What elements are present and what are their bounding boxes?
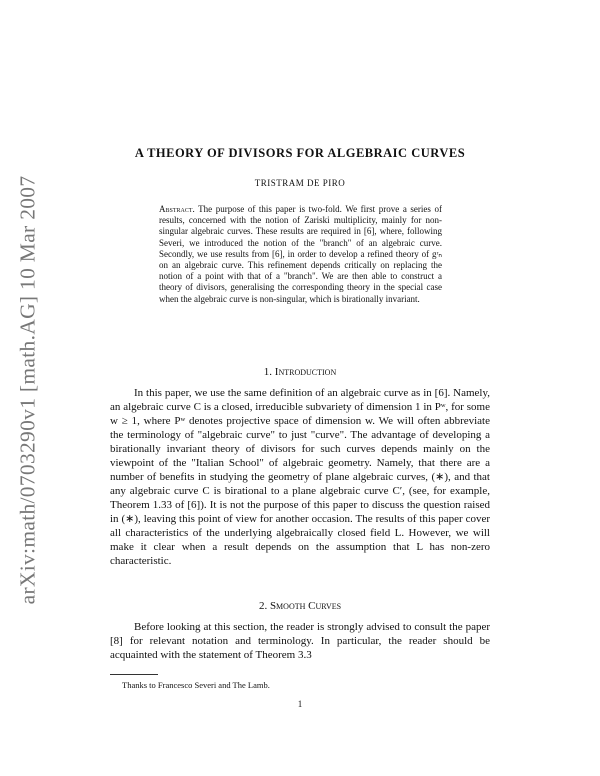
arxiv-identifier-text: arXiv:math/0703290v1 [math.AG] 10 Mar 2007 — [15, 175, 40, 605]
section-heading-smooth-curves: 2. Smooth Curves — [258, 600, 342, 612]
abstract-label: Abstract. — [159, 204, 195, 214]
footnote: Thanks to Francesco Severi and The Lamb. — [122, 680, 270, 690]
abstract — [159, 204, 442, 305]
introduction-paragraph: In this paper, we use the same definition of an algebraic curve as in [6]. Namely, an algebraic curve C is a closed, irreducible subvariety of dimension 1 in Pʷ, for some w ≥ 1, where Pʷ denotes projective space of dimension w. We will often abbreviate the terminology of "algebraic curve" to just "curve". The advantage of developing a birationally invariant theory of divisors for such curves depends mainly on the viewpoint of the "Italian School" of algebraic geometry. Namely, that there are a number of benefits in studying the geometry of plane algebraic curves, (∗), and that any algebraic curve C is birational to a plane algebraic curve C′, (see, for example, Theorem 1.33 of [6]). It is not the purpose of this paper to discuss the question raised in (∗), leaving this point of view for another occasion. The results of this paper cover all characteristics of the underlying algebraically closed field L. However, we will make it clear when a result depends on the assumption that L has non-zero characteristic. — [110, 387, 490, 567]
section-heading-introduction: 1. Introduction — [263, 366, 337, 378]
footnote-divider — [110, 674, 158, 675]
paper-title: A THEORY OF DIVISORS FOR ALGEBRAIC CURVES — [134, 146, 466, 160]
page-number: 1 — [297, 699, 303, 709]
arxiv-identifier-stamp — [6, 150, 50, 630]
smooth-curves-paragraph: Before looking at this section, the reader is strongly advised to consult the paper [8] for relevant notation and terminology. In particular, the reader should be acquainted with the statement of Theorem 3.3 — [110, 621, 490, 661]
abstract-text: The purpose of this paper is two-fold. We first prove a series of results, concerned with the notion of Zariski multiplicity, mainly for non-singular algebraic curves. These results are required in [6], where, following Severi, we introduced the notion of the "branch" of an algebraic curve. Secondly, we use results from [6], in order to develop a refined theory of gʳₙ on an algebraic curve. This refinement depends critically on replacing the notion of a point with that of a "branch". We are then able to construct a theory of divisors, generalising the corresponding theory in the special case when the algebraic curve is non-singular, which is birationally invariant. — [159, 204, 442, 304]
paper-author: TRISTRAM DE PIRO — [254, 178, 346, 188]
